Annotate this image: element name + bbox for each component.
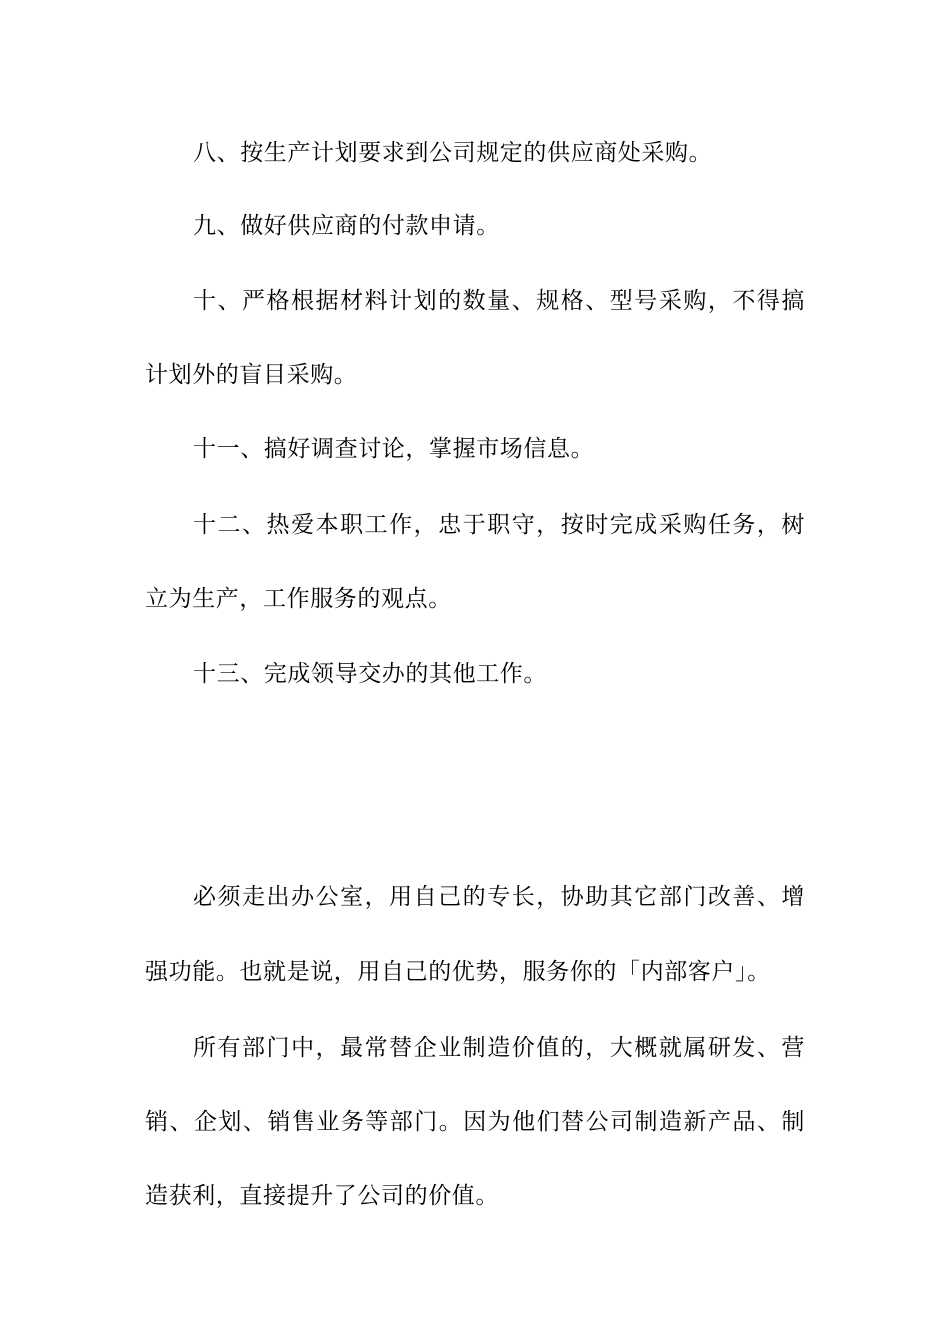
list-item-9: 九、做好供应商的付款申请。 xyxy=(193,213,500,239)
list-item-12-line-1: 十二、热爱本职工作，忠于职守，按时完成采购任务，树 xyxy=(193,512,805,538)
paragraph-2-line-1: 所有部门中，最常替企业制造价值的，大概就属研发、营 xyxy=(193,1035,805,1061)
paragraph-2-line-2: 销、企划、销售业务等部门。因为他们替公司制造新产品、制 xyxy=(145,1109,805,1135)
list-item-11: 十一、搞好调查讨论，掌握市场信息。 xyxy=(193,436,595,462)
list-item-12-line-2: 立为生产，工作服务的观点。 xyxy=(145,586,452,612)
paragraph-2-line-3: 造获利，直接提升了公司的价值。 xyxy=(145,1183,499,1209)
list-item-10-line-2: 计划外的盲目采购。 xyxy=(145,362,358,388)
list-item-10-line-1: 十、严格根据材料计划的数量、规格、型号采购，不得搞 xyxy=(193,288,805,314)
list-item-8: 八、按生产计划要求到公司规定的供应商处采购。 xyxy=(193,140,713,166)
paragraph-1-line-2: 强功能。也就是说，用自己的优势，服务你的「内部客户」。 xyxy=(145,959,771,985)
paragraph-1-line-1: 必须走出办公室，用自己的专长，协助其它部门改善、增 xyxy=(193,884,805,910)
list-item-13: 十三、完成领导交办的其他工作。 xyxy=(193,661,547,687)
